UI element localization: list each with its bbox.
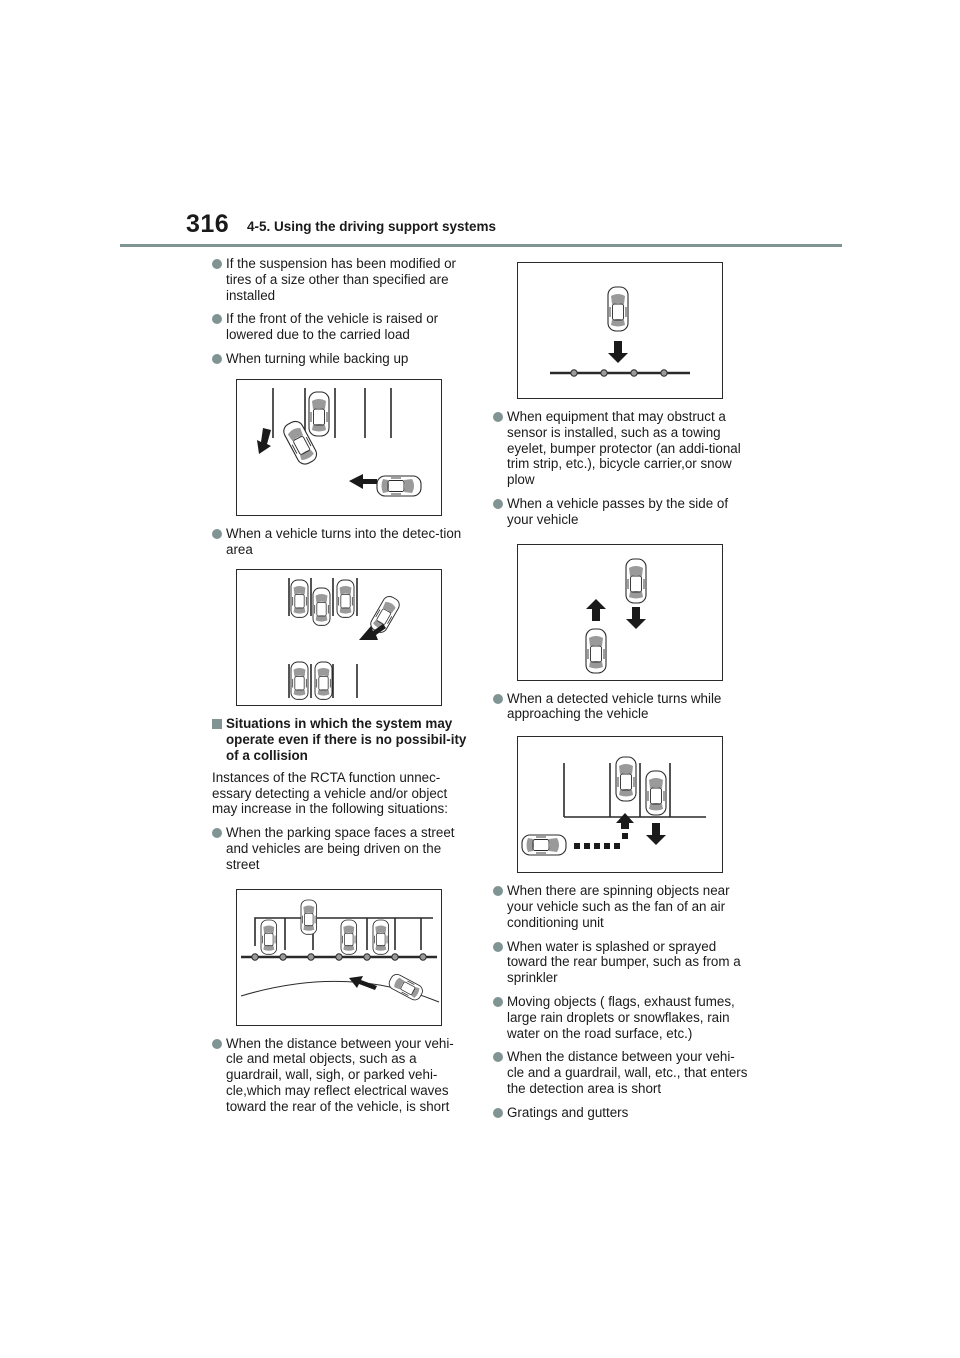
bullet-icon (212, 529, 222, 539)
list-item: When a vehicle turns into the detec-tion area (212, 526, 470, 558)
bullet-icon (212, 314, 222, 324)
intro-paragraph: Instances of the RCTA function unnec-essary detecting a vehicle and/or object may increase in the following situations: (212, 769, 448, 817)
list-item: Moving objects ( flags, exhaust fumes, large rain droplets or snowflakes, rain water on the road surface, etc.) (493, 994, 751, 1041)
page-number: 316 (186, 210, 230, 238)
bullet-icon (493, 1108, 503, 1118)
list-item: When water is splashed or sprayed toward the rear bumper, such as from a sprinkler (493, 939, 751, 986)
bullet-icon (493, 499, 503, 509)
list-item: When a vehicle passes by the side of your vehicle (493, 496, 751, 528)
heading-square-icon (212, 719, 222, 729)
list-item: If the suspension has been modified or tires of a size other than specified are installed (212, 256, 470, 303)
bullet-icon (493, 886, 503, 896)
section-heading: Situations in which the system may operate even if there is no possibil-ity of a collision (212, 716, 470, 763)
list-item: When there are spinning objects near your vehicle such as the fan of an air conditioning unit (493, 883, 751, 930)
figure-passing-vehicle (517, 544, 723, 681)
bullet-icon (212, 1039, 222, 1049)
figure-turn-into-area (236, 569, 442, 706)
bullet-icon (212, 259, 222, 269)
figure-street-parking (236, 889, 442, 1026)
figure-backing-turn (236, 379, 442, 516)
list-item: When equipment that may obstruct a sensor is installed, such as a towing eyelet, bumper protector (an addi-tional trim strip, etc.), bicycle carrier,or snow plow (493, 409, 751, 488)
right-column (493, 262, 751, 1129)
list-item: When turning while backing up (212, 351, 470, 367)
bullet-icon (493, 1052, 503, 1062)
bullet-icon (493, 694, 503, 704)
header-rule (120, 244, 842, 247)
list-item: When the distance between your vehi-cle and a guardrail, wall, etc., that enters the detection area is short (493, 1049, 751, 1096)
figure-sensor-equipment (517, 262, 723, 399)
left-column (212, 256, 470, 1123)
bullet-icon (493, 412, 503, 422)
list-item: When the parking space faces a street and vehicles are being driven on the street (212, 825, 470, 872)
bullet-icon (212, 354, 222, 364)
bullet-icon (493, 942, 503, 952)
list-item: If the front of the vehicle is raised or lowered due to the carried load (212, 311, 470, 343)
bullet-icon (212, 828, 222, 838)
list-item: When the distance between your vehi-cle and metal objects, such as a guardrail, wall, sigh, or parked vehi-cle,which may reflect electrical waves toward the rear of the vehicle, is short (212, 1036, 470, 1115)
figure-turning-approach (517, 736, 723, 873)
bullet-icon (493, 997, 503, 1007)
list-item: Gratings and gutters (493, 1105, 751, 1121)
list-item: When a detected vehicle turns while approaching the vehicle (493, 691, 751, 723)
section-title: 4-5. Using the driving support systems (247, 219, 497, 234)
